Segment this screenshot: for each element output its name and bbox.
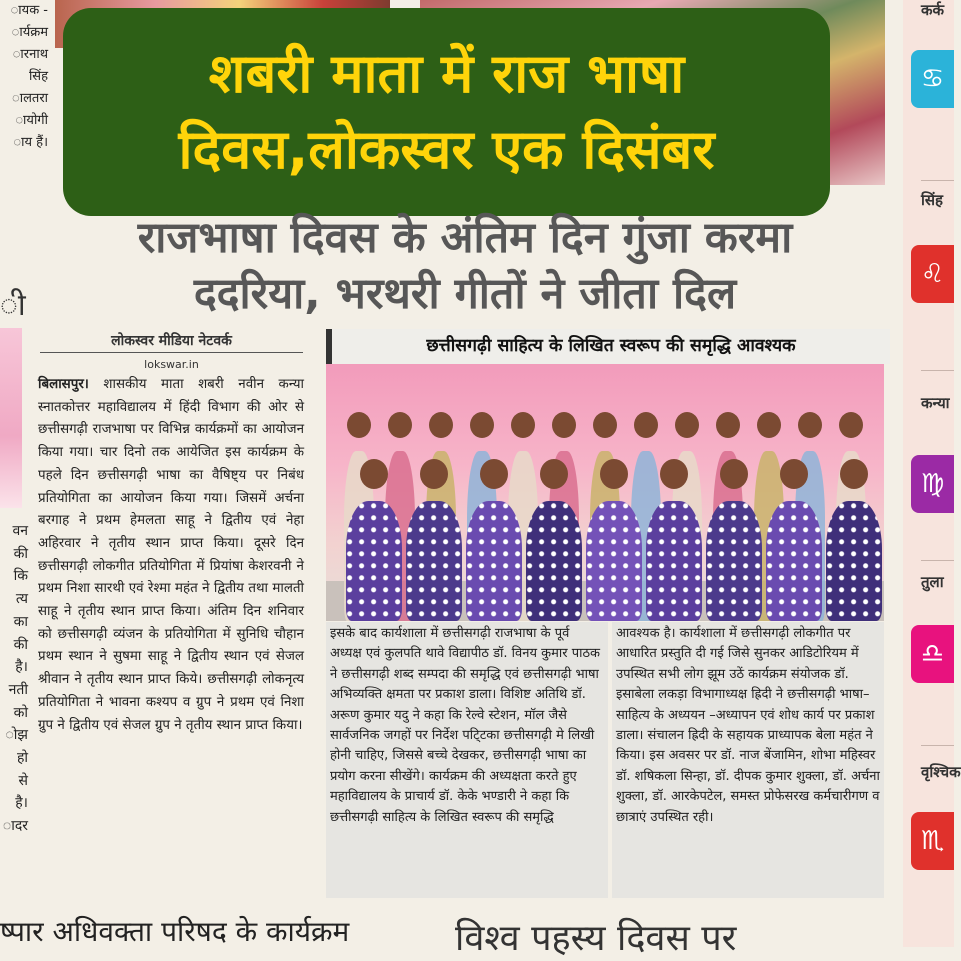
headline-line-1: राजभाषा दिवस के अंतिम दिन गुंजा करमा bbox=[137, 213, 793, 263]
photo-figure bbox=[766, 501, 822, 621]
left-cut-line: वन bbox=[12, 523, 28, 539]
bottom-headline-left: ष्पार अधिवक्ता परिषद के कार्यक्रम bbox=[0, 915, 350, 948]
photo-figure bbox=[346, 501, 402, 621]
leo-icon: ♌ bbox=[911, 245, 954, 303]
photo-figure bbox=[646, 501, 702, 621]
left-cut-heading-fragment: ी bbox=[0, 288, 26, 323]
photo-figure bbox=[526, 501, 582, 621]
left-cut-line: ाय हैं। bbox=[13, 135, 48, 150]
photo-figure-head bbox=[470, 412, 494, 438]
photo-figure-head bbox=[780, 459, 808, 489]
left-cut-line: नती bbox=[8, 681, 28, 698]
photo-figure-head bbox=[675, 412, 699, 438]
left-cut-line: को bbox=[13, 704, 28, 721]
photo-figure-head bbox=[720, 459, 748, 489]
byline: लोकस्वर मीडिया नेटवर्क bbox=[40, 331, 303, 353]
left-cut-line: ालतरा bbox=[12, 91, 48, 106]
divider bbox=[921, 370, 954, 371]
photo-figure-head bbox=[600, 459, 628, 489]
photo-figure bbox=[706, 501, 762, 621]
left-cut-line: त्य bbox=[15, 591, 28, 608]
left-cut-line: का bbox=[13, 613, 28, 630]
zodiac-sidebar bbox=[903, 0, 961, 947]
zodiac-label-cancer: कर्क bbox=[921, 1, 945, 19]
site-url: lokswar.in bbox=[144, 358, 199, 371]
left-cut-line: की bbox=[13, 545, 28, 562]
photo-figure-head bbox=[420, 459, 448, 489]
scorpio-icon: ♏ bbox=[911, 812, 954, 870]
article-column-1 bbox=[38, 374, 304, 737]
zodiac-label-libra: तुला bbox=[921, 573, 944, 591]
left-cut-line: ायक - bbox=[10, 3, 48, 18]
cancer-icon: ♋ bbox=[911, 50, 954, 108]
headline-line-2: ददरिया, भरथरी गीतों ने जीता दिल bbox=[193, 269, 737, 319]
photo-figure-head bbox=[839, 412, 863, 438]
divider bbox=[921, 560, 954, 561]
photo-figure-head bbox=[388, 412, 412, 438]
left-cut-line: ार्यक्रम bbox=[11, 25, 48, 40]
left-cut-line: है। bbox=[15, 795, 28, 812]
virgo-icon: ♍ bbox=[911, 455, 954, 513]
photo-figure-head bbox=[716, 412, 740, 438]
left-cut-line: की bbox=[13, 636, 28, 653]
photo-figure-head bbox=[360, 459, 388, 489]
title-banner bbox=[63, 8, 830, 216]
photo-figure bbox=[826, 501, 882, 621]
article-text-1: शासकीय माता शबरी नवीन कन्या स्नातकोत्तर महाविद्यालय में हिंदी विभाग की ओर से छत्तीसगढ़ी राजभाषा पर विभिन्न कार्यक्रमों का आयोजन किया गया। चार दिनो तक आयेजित इस कार्यक्रम के पहले दिन छत्तीसगढ़ी भाषा का वैषिष्ट्य पर निबंध प्रतियोगिता का आयोजन किया गया। जिसमें अर्चना बरगाह ने प्रथम हेमलता साहू ने द्वितीय एवं नेहा अहिरवार ने तृतीय स्थान प्राप्त किया। दूसरे दिन छत्तीसगढ़ी लोकगीत प्रतियोगिता में प्रियांषा केशरवनी ने प्रथम निशा सारथी एवं रेश्मा महंत ने द्वितीय तथा मालती साहू ने तृतीय स्थान प्राप्त किया। अंतिम दिन शनिवार को छत्तीसगढ़ी व्यंजन के प्रतियोगिता में सुनिधि चौहान प्रथम स्थान ने सुषमा साहू ने द्वितीय स्थान एवं सेजल श्रीवान ने तृतीय स्थान प्राप्त किये। छत्तीसगढ़ी लोकनृत्य प्रतियोगिता ने भावना कश्यप व ग्रुप ने प्रथम एवं निशा ग्रुप ने द्वितीय एवं सेजल ग्रुप ने तृतीय स्थान प्राप्त किया। bbox=[38, 377, 304, 733]
dateline: बिलासपुर। bbox=[38, 377, 89, 392]
left-cut-line: हो bbox=[16, 750, 28, 767]
photo-figure-head bbox=[634, 412, 658, 438]
left-cut-line: ारनाथ bbox=[12, 47, 48, 62]
left-cut-line: ायोगी bbox=[15, 113, 48, 128]
divider bbox=[921, 180, 954, 181]
left-cut-line: है। bbox=[15, 659, 28, 676]
photo-figure-head bbox=[480, 459, 508, 489]
photo-figure-head bbox=[840, 459, 868, 489]
photo-figure-head bbox=[429, 412, 453, 438]
left-cut-line: से bbox=[18, 772, 28, 789]
photo-figure bbox=[466, 501, 522, 621]
photo-figure-head bbox=[347, 412, 371, 438]
photo-figure bbox=[406, 501, 462, 621]
photo-figure-head bbox=[593, 412, 617, 438]
banner-line-2: दिवस,लोकस्वर एक दिसंबर bbox=[178, 118, 715, 181]
zodiac-label-leo: सिंह bbox=[921, 191, 943, 209]
libra-icon: ♎ bbox=[911, 625, 954, 683]
zodiac-label-scorpio: वृश्चिक bbox=[921, 763, 961, 781]
photo-figure-head bbox=[540, 459, 568, 489]
divider bbox=[921, 745, 954, 746]
zodiac-label-virgo: कन्या bbox=[921, 394, 950, 412]
article-column-2: इसके बाद कार्यशाला में छत्तीसगढ़ी राजभाषा के पूर्व अध्यक्ष एवं कुलपति थावे विद्यापीठ डॉ. विनय कुमार पाठक ने छत्तीसगढ़ी शब्द सम्पदा की समृद्धि एवं छत्तीसगढ़ी भाषा अभिव्यक्ति क्षमता पर प्रकाश डाला। विशिष्ट अतिथि डॉ. अरूण कुमार यदु ने कहा कि रेल्वे स्टेशन, मॉल जैसे सार्वजनिक जगहों पर निर्देश पटि्टका छत्तीसगढ़ी मे लिखी होनी चाहिए, जिससे बच्चे देखकर, छत्तीसगढ़ी भाषा का प्रयोग करना सीखेंगे। कार्यक्रम की अध्यक्षता करते हुए महाविद्यालय के प्राचार्य डॉ. केके भण्डारी ने कहा कि छत्तीसगढ़ी साहित्य के लिखित स्वरूप की समृद्धि bbox=[326, 622, 608, 898]
photo-figure-head bbox=[552, 412, 576, 438]
article-headline bbox=[40, 210, 890, 322]
left-cut-line: सिंह bbox=[28, 69, 48, 84]
photo-figure-head bbox=[798, 412, 822, 438]
left-cut-photo bbox=[0, 328, 22, 508]
left-cut-text-top bbox=[0, 0, 48, 185]
photo-caption-header: छत्तीसगढ़ी साहित्य के लिखित स्वरूप की समृद्धि आवश्यक bbox=[326, 329, 890, 364]
left-cut-line: ादर bbox=[2, 818, 28, 835]
photo-figure-head bbox=[757, 412, 781, 438]
photo-figure bbox=[586, 501, 642, 621]
left-cut-line: ोझ bbox=[5, 727, 28, 744]
bottom-headline-right: विश्व पहस्य दिवस पर bbox=[455, 918, 737, 959]
left-cut-line: कि bbox=[13, 568, 28, 585]
article-column-3: आवश्यक है। कार्यशाला में छत्तीसगढ़ी लोकगीत पर आधारित प्रस्तुति दी गई जिसे सुनकर आडिटोरियम में उपस्थित सभी लोग झूम उठें कार्यक्रम संयोजक डॉ. इसाबेला लकड़ा विभागाध्यक्ष ह्रिदी ने छत्तीसगढ़ी भाषा–साहित्य के अध्ययन –अध्यापन एवं शोध कार्य पर प्रकाश डाला। संचालन ह्रिदी के सहायक प्राध्यापक बेला महंत ने किया। इस अवसर पर डॉ. नाज बेंजामिन, शोभा महिस्वर डॉ. शषिकला सिन्हा, डॉ. दीपक कुमार शुक्ला, डॉ. अर्चना शुक्ला, डॉ. आरकेपटेल, समस्त प्रोफेसरख कर्मचारीगण व छात्राएं उपस्थित रही। bbox=[612, 622, 884, 898]
left-cut-text-bottom bbox=[0, 520, 28, 838]
banner-line-1: शबरी माता में राज भाषा bbox=[208, 42, 685, 105]
photo-figure-head bbox=[660, 459, 688, 489]
group-photo bbox=[326, 364, 884, 621]
photo-figure-head bbox=[511, 412, 535, 438]
